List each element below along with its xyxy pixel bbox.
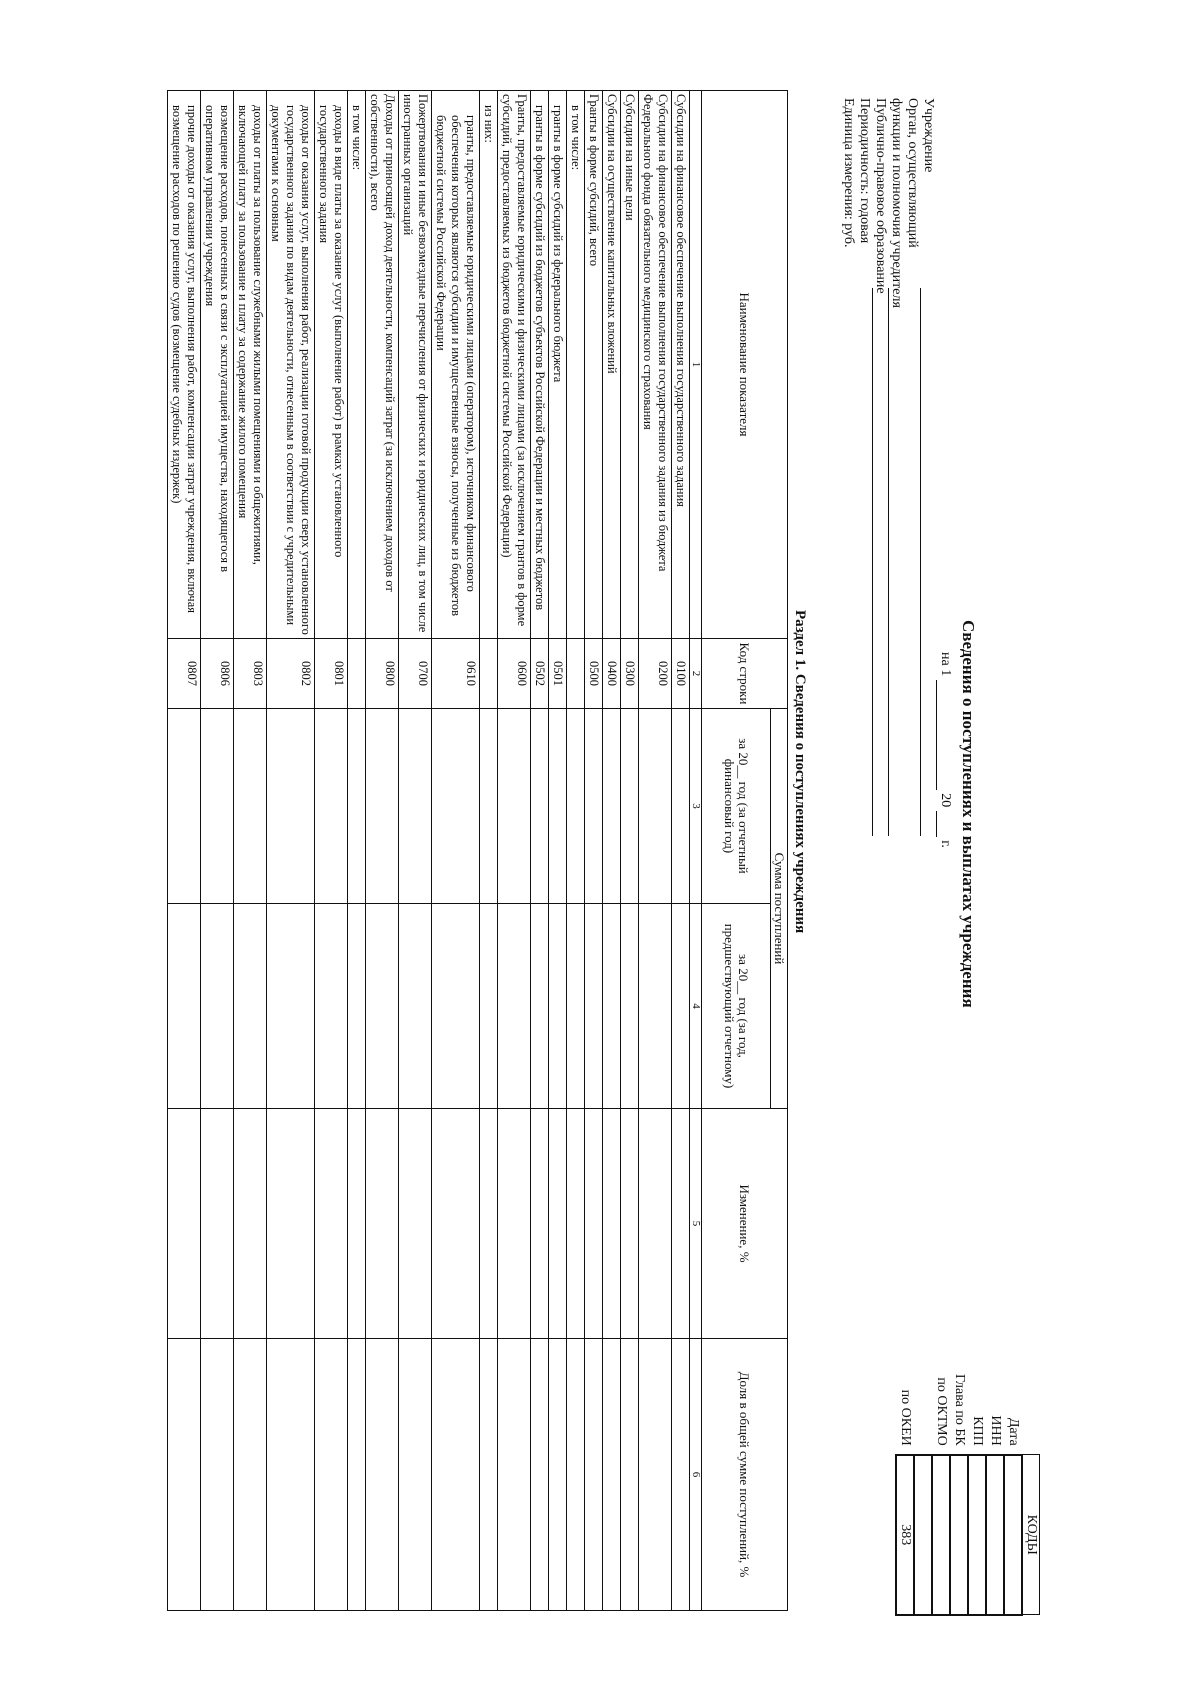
date-prefix: на 1 [938,652,953,677]
change-cell[interactable] [267,1109,315,1339]
previous-value-cell[interactable] [366,904,399,1109]
table-row [567,91,585,1611]
current-value-cell[interactable] [567,709,585,904]
institution-label: Учреждение [921,98,936,173]
column-number: 1 [690,91,702,639]
row-code: 0610 [432,639,480,709]
change-cell[interactable] [480,1109,498,1339]
main-table-wrap [167,90,788,1611]
previous-value-cell[interactable] [672,904,690,1109]
column-number: 3 [690,709,702,904]
previous-value-cell[interactable] [168,904,201,1109]
table-row [639,91,672,1611]
row-code [567,639,585,709]
codes-table [895,1370,1040,1616]
share-cell[interactable] [234,1339,267,1611]
row-code: 0700 [399,639,432,709]
codes-value[interactable] [986,1455,1004,1615]
row-code: 0200 [639,639,672,709]
table-row [315,91,348,1611]
codes-label: Дата [1006,1417,1021,1446]
share-cell[interactable] [531,1339,549,1611]
table-row [585,91,603,1611]
row-name: в том числе: [348,91,366,639]
codes-row [986,1370,1004,1615]
share-cell[interactable] [621,1339,639,1611]
previous-value-cell[interactable] [234,904,267,1109]
share-cell[interactable] [168,1339,201,1611]
previous-value-cell[interactable] [603,904,621,1109]
previous-value-cell[interactable] [315,904,348,1109]
authority-label: функции и полномочия учредителя [889,98,904,308]
codes-value[interactable]: 383 [896,1455,914,1615]
table-row [672,91,690,1611]
current-value-cell[interactable] [234,709,267,904]
col-header-change: Изменение, % [702,1109,788,1339]
table-row [621,91,639,1611]
year-blank[interactable] [936,811,953,837]
meta-block [840,98,936,898]
row-code: 0807 [168,639,201,709]
row-code: 0806 [201,639,234,709]
col-header-share: Доля в общей сумме поступлений, % [702,1339,788,1611]
codes-row [968,1370,986,1615]
col-header-sum-group: Сумма поступлений [771,709,788,1109]
row-name: гранты, предоставляемые юридическими лицами (оператором), источником финансового обеспечения которых являются субсидии и имущественные взносы, полученные из бюджетов бюджетной системы Российской Федерации [432,91,480,639]
current-value-cell[interactable] [315,709,348,904]
previous-value-cell[interactable] [267,904,315,1109]
authority-row: Орган, осуществляющий [905,98,920,248]
share-cell[interactable] [498,1339,531,1611]
table-row [201,91,234,1611]
change-cell[interactable] [348,1109,366,1339]
change-cell[interactable] [567,1109,585,1339]
column-number: 6 [690,1339,702,1611]
institution-row [920,98,936,898]
change-cell[interactable] [531,1109,549,1339]
column-numbers-row [690,91,702,1611]
col-header-name: Наименование показателя [702,91,788,639]
row-code: 0300 [621,639,639,709]
codes-block [895,1370,1040,1616]
table-row [234,91,267,1611]
col-header-current: за 20__ год (за отчетный финансовый год) [702,709,771,904]
previous-value-cell[interactable] [585,904,603,1109]
row-name: доходы от оказания услуг, выполнения работ, реализации готовой продукции сверх установленного государственного задания по видам деятельности, отнесенным в соответствии с учредительными документами к основным [267,91,315,639]
change-cell[interactable] [498,1109,531,1339]
row-code: 0800 [366,639,399,709]
row-name: возмещение расходов, понесенных в связи с эксплуатацией имущества, находящегося в оперативном управлении учреждения [201,91,234,639]
current-value-cell[interactable] [549,709,567,904]
table-row [366,91,399,1611]
current-value-cell[interactable] [168,709,201,904]
authority-field[interactable] [888,288,903,836]
codes-label: КПП [970,1416,985,1446]
share-cell[interactable] [267,1339,315,1611]
table-row [603,91,621,1611]
row-name: доходы от платы за пользование служебными жилыми помещениями и общежитиями, включающей плату за пользование и плату за содержание жилого помещения [234,91,267,639]
previous-value-cell[interactable] [531,904,549,1109]
current-value-cell[interactable] [672,709,690,904]
previous-value-cell[interactable] [432,904,480,1109]
change-cell[interactable] [168,1109,201,1339]
current-value-cell[interactable] [621,709,639,904]
current-value-cell[interactable] [348,709,366,904]
table-row [498,91,531,1611]
col-header-previous: за 20__ год (за год, предшествующий отчетному) [702,904,771,1109]
col-header-code: Код строки [702,639,788,709]
current-value-cell[interactable] [480,709,498,904]
change-cell[interactable] [639,1109,672,1339]
section-title: Раздел 1. Сведения о поступлениях учреждения [792,610,808,934]
row-code: 0600 [498,639,531,709]
row-code: 0502 [531,639,549,709]
share-cell[interactable] [480,1339,498,1611]
codes-value[interactable] [968,1455,986,1615]
change-cell[interactable] [234,1109,267,1339]
row-code: 0802 [267,639,315,709]
share-cell[interactable] [366,1339,399,1611]
unit-label: Единица измерения: руб. [841,98,856,248]
date-blank[interactable] [936,680,953,790]
row-name: Субсидии на финансовое обеспечение выполнения государственного задания из бюджета Федерального фонда обязательного медицинского страхования [639,91,672,639]
current-value-cell[interactable] [498,709,531,904]
municipality-field[interactable] [872,288,887,836]
table-row [549,91,567,1611]
table-row [480,91,498,1611]
table-body [168,91,690,1611]
row-name: в том числе: [567,91,585,639]
row-name: Субсидии на иные цели [621,91,639,639]
row-name: Пожертвования и иные безвозмездные перечисления от физических и юридических лиц, в том числе иностранных организаций [399,91,432,639]
row-code: 0500 [585,639,603,709]
institution-field[interactable] [920,288,935,836]
column-number: 5 [690,1109,702,1339]
codes-label: по ОКЕИ [898,1389,913,1446]
codes-label: Глава по БК [952,1374,967,1446]
change-cell[interactable] [201,1109,234,1339]
current-value-cell[interactable] [366,709,399,904]
share-cell[interactable] [399,1339,432,1611]
municipality-row [872,98,888,898]
change-cell[interactable] [432,1109,480,1339]
codes-row [914,1370,932,1615]
table-row [531,91,549,1611]
current-value-cell[interactable] [531,709,549,904]
change-cell[interactable] [621,1109,639,1339]
previous-value-cell[interactable] [639,904,672,1109]
codes-value[interactable] [932,1455,950,1615]
share-cell[interactable] [603,1339,621,1611]
current-value-cell[interactable] [639,709,672,904]
table-row [267,91,315,1611]
current-value-cell[interactable] [267,709,315,904]
previous-value-cell[interactable] [621,904,639,1109]
row-code [348,639,366,709]
column-number: 4 [690,904,702,1109]
previous-value-cell[interactable] [498,904,531,1109]
table-row [399,91,432,1611]
current-value-cell[interactable] [585,709,603,904]
row-code: 0801 [315,639,348,709]
codes-label: по ОКТМО [934,1377,949,1446]
change-cell[interactable] [399,1109,432,1339]
change-cell[interactable] [315,1109,348,1339]
row-code: 0803 [234,639,267,709]
codes-row [950,1370,968,1615]
municipality-label: Публично-правовое образование [873,98,888,294]
table-row [348,91,366,1611]
report-date-line [936,652,953,848]
previous-value-cell[interactable] [201,904,234,1109]
row-name: Субсидии на финансовое обеспечение выполнения государственного задания [672,91,690,639]
row-name: доходы в виде платы за оказание услуг (выполнение работ) в рамках установленного государственного задания [315,91,348,639]
share-cell[interactable] [432,1339,480,1611]
change-cell[interactable] [549,1109,567,1339]
current-value-cell[interactable] [399,709,432,904]
codes-header: КОДЫ [1022,1455,1040,1615]
change-cell[interactable] [672,1109,690,1339]
codes-row [896,1370,914,1615]
row-code: 0100 [672,639,690,709]
row-name: гранты в форме субсидий из бюджетов субъектов Российской Федерации и местных бюджетов [531,91,549,639]
row-name: Гранты, предоставляемые юридическими и физическими лицами (за исключением грантов в форме субсидий, предоставляемых из бюджетов бюджетной системы Российской Федерации) [498,91,531,639]
column-number: 2 [690,639,702,709]
share-cell[interactable] [348,1339,366,1611]
date-suffix: г. [938,840,953,848]
authority-row-2 [888,98,904,898]
share-cell[interactable] [567,1339,585,1611]
row-name: прочие доходы от оказания услуг, выполнения работ, компенсации затрат учреждения, включая возмещение расходов по решению судов (возмещение судебных издержек) [168,91,201,639]
codes-row [1004,1370,1022,1615]
share-cell[interactable] [585,1339,603,1611]
change-cell[interactable] [585,1109,603,1339]
previous-value-cell[interactable] [549,904,567,1109]
codes-value[interactable] [950,1455,968,1615]
codes-label: ИНН [988,1415,1003,1446]
codes-label [914,1370,932,1455]
table-row [168,91,201,1611]
current-value-cell[interactable] [201,709,234,904]
share-cell[interactable] [549,1339,567,1611]
row-name: Гранты в форме субсидий, всего [585,91,603,639]
codes-row [932,1370,950,1615]
share-cell[interactable] [672,1339,690,1611]
periodicity-label: Периодичность: годовая [857,98,872,244]
share-cell[interactable] [639,1339,672,1611]
page-title: Сведения о поступлениях и выплатах учреждения [959,620,978,1008]
change-cell[interactable] [603,1109,621,1339]
current-value-cell[interactable] [603,709,621,904]
codes-value[interactable] [1004,1455,1022,1615]
previous-value-cell[interactable] [348,904,366,1109]
row-name: Доходы от приносящей доход деятельности, компенсаций затрат (за исключением доходов от собственности), всего [366,91,399,639]
row-name: из них: [480,91,498,639]
codes-value[interactable] [914,1455,932,1615]
row-code [480,639,498,709]
row-name: гранты в форме субсидий из федерального бюджета [549,91,567,639]
change-cell[interactable] [366,1109,399,1339]
share-cell[interactable] [201,1339,234,1611]
date-year-prefix: 20 [938,793,953,808]
previous-value-cell[interactable] [567,904,585,1109]
previous-value-cell[interactable] [399,904,432,1109]
row-code: 0501 [549,639,567,709]
current-value-cell[interactable] [432,709,480,904]
row-code: 0400 [603,639,621,709]
previous-value-cell[interactable] [480,904,498,1109]
receipts-table [167,90,788,1611]
table-row [432,91,480,1611]
row-name: Субсидии на осуществление капитальных вложений [603,91,621,639]
share-cell[interactable] [315,1339,348,1611]
